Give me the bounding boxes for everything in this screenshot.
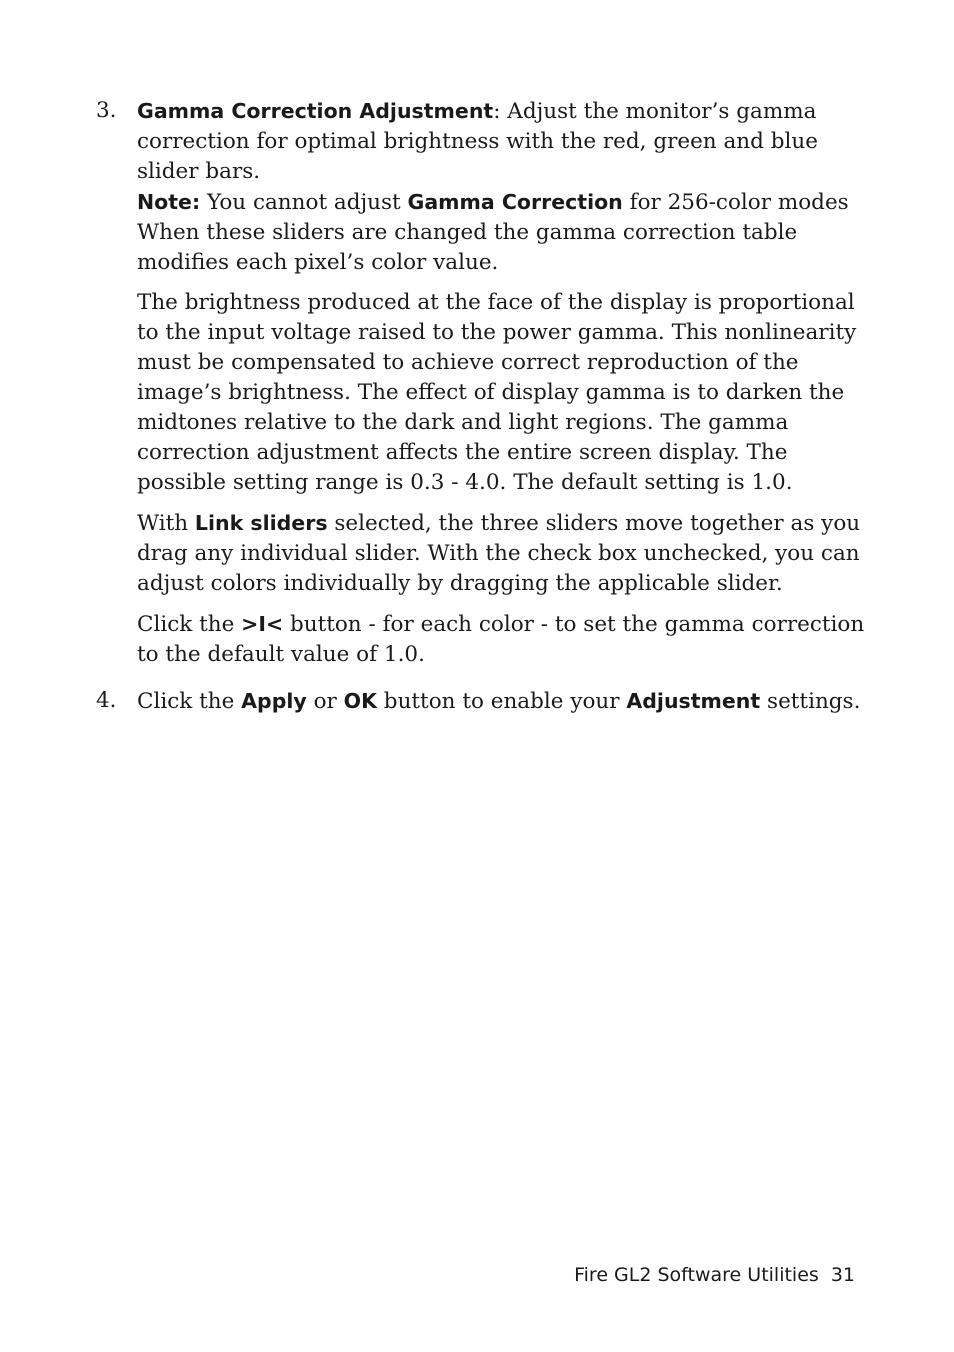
- page-footer: [574, 1262, 855, 1288]
- page-number: 31: [830, 1264, 855, 1286]
- step-number: 3.: [96, 98, 117, 123]
- sliders-paragraph: When these sliders are changed the gamma correction table modifies each pixel’s color value.: [137, 220, 798, 275]
- note: Note: You cannot adjust Gamma Correction for 256-color modes: [137, 190, 849, 215]
- step-3-intro: Gamma Correction Adjustment: Adjust the monitor’s gamma correction for optimal brightness with the red, green and blue slider bars.: [137, 99, 818, 184]
- step-4: [96, 686, 866, 717]
- note-label: Note:: [137, 190, 201, 214]
- intro-text: Adjust the monitor’s gamma correction for optimal brightness with the red, green and blue slider bars.: [137, 99, 818, 184]
- footer-title: Fire GL2 Software Utilities: [574, 1264, 819, 1286]
- step-number: 4.: [96, 688, 117, 713]
- adjustment-term: Adjustment: [626, 689, 761, 713]
- step-4-text: Click the Apply or OK button to enable your Adjustment settings.: [137, 689, 861, 714]
- ok-term: OK: [343, 689, 377, 713]
- gamma-correction-adjustment-heading: Gamma Correction Adjustment: [137, 99, 494, 123]
- link-sliders-paragraph: With Link sliders selected, the three sliders move together as you drag any individual slider. With the check box unchecked, you can adjust colors individually by dragging the applicable slider.: [137, 511, 861, 596]
- page-content: [96, 96, 866, 717]
- reset-paragraph: Click the >I< button - for each color - to set the gamma correction to the default value of 1.0.: [137, 612, 865, 667]
- step-3: [96, 96, 866, 670]
- apply-term: Apply: [241, 689, 307, 713]
- reset-button-term: >I<: [241, 612, 284, 636]
- link-sliders-term: Link sliders: [194, 511, 328, 535]
- gamma-correction-term: Gamma Correction: [407, 190, 623, 214]
- explanation-paragraph: The brightness produced at the face of the display is proportional to the input voltage raised to the power gamma. This nonlinearity must be compensated to achieve correct reproduction of the image’s brightness. The effect of display gamma is to darken the midtones relative to the dark and light regions. The gamma correction adjustment affects the entire screen display. The possible setting range is 0.3 - 4.0. The default setting is 1.0.: [137, 290, 857, 495]
